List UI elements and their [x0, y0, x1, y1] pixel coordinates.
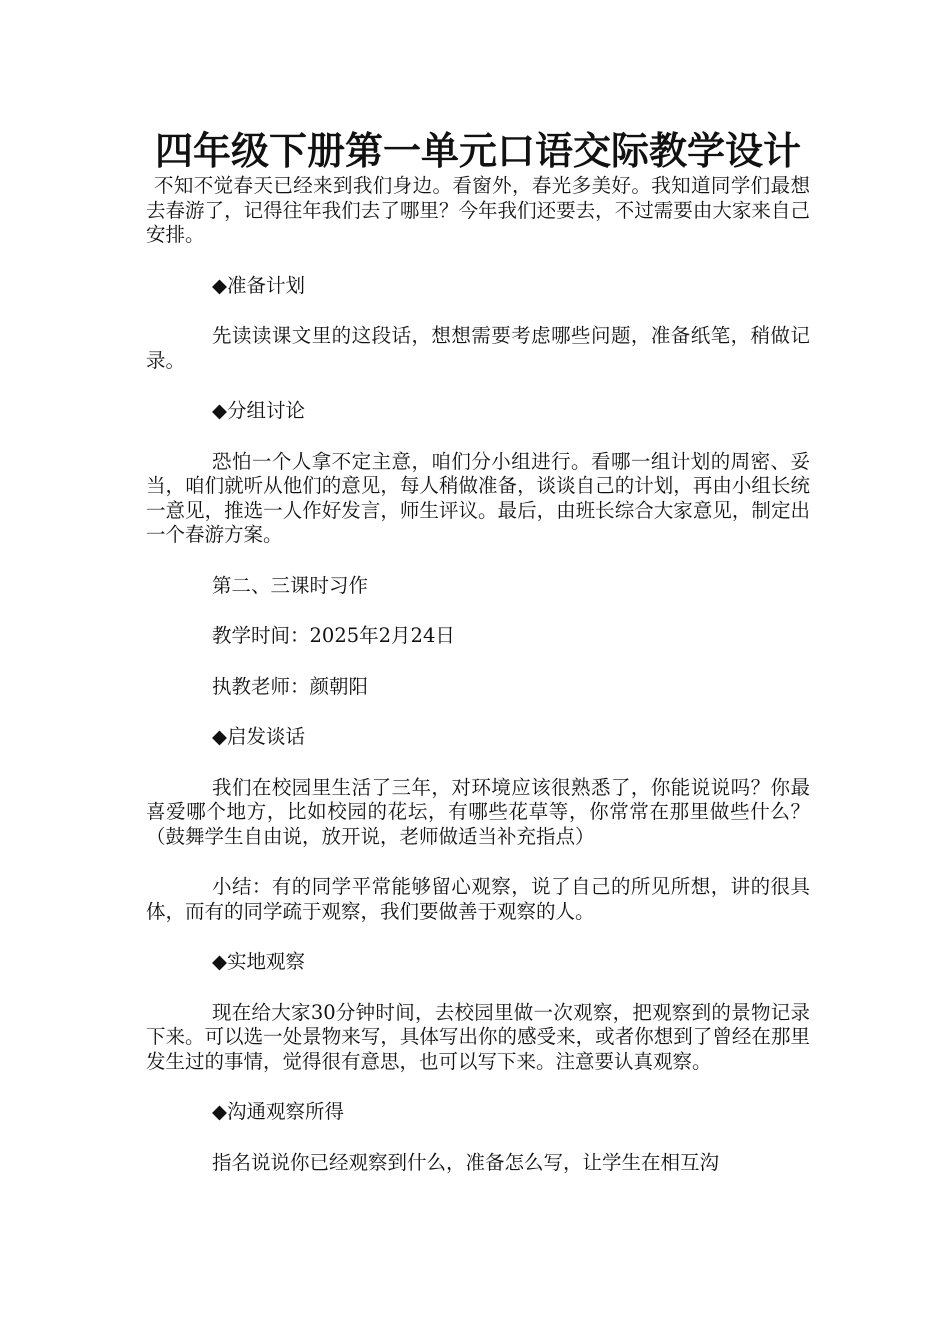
- teaching-date: 教学时间：2025年2月24日: [212, 624, 455, 647]
- spacer: [146, 598, 810, 624]
- section-heading-field-observation: ◆实地观察: [212, 950, 305, 973]
- section-heading-prepare-plan: ◆准备计划: [212, 273, 305, 297]
- spacer: [146, 649, 810, 675]
- spacer: [146, 298, 810, 324]
- document-page: [146, 128, 810, 1175]
- intro-paragraph: 不知不觉春天已经来到我们身边。看窗外，春光多美好。我知道同学们最想去春游了，记得往年我们去了哪里？今年我们还要去，不过需要由大家来自己安排。: [146, 174, 810, 246]
- lesson-subtitle: 第二、三课时习作: [212, 573, 369, 597]
- spacer: [146, 849, 810, 875]
- spacer: [146, 750, 810, 776]
- document-title: 四年级下册第一单元口语交际教学设计: [154, 129, 801, 173]
- section-heading-group-discussion: ◆分组讨论: [212, 399, 305, 422]
- section-heading-share-observations: ◆沟通观察所得: [212, 1100, 344, 1123]
- body-paragraph: 恐怕一个人拿不定主意，咱们分小组进行。看哪一组计划的周密、妥当，咱们就听从他们的意见，每人稍做准备，谈谈自己的计划，再由小组长统一意见，推选一人作好发言，师生评议。最后，由班长综合大家意见，制定出一个春游方案。: [146, 449, 810, 546]
- spacer: [146, 699, 810, 725]
- body-paragraph: 我们在校园里生活了三年，对环境应该很熟悉了，你能说说吗？你最喜爱哪个地方，比如校园的花坛，有哪些花草等，你常常在那里做些什么？（鼓舞学生自由说，放开说，老师做适当补充指点）: [146, 775, 810, 848]
- spacer: [146, 548, 810, 574]
- summary-paragraph: 小结：有的同学平常能够留心观察，说了自己的所见所想，讲的很具体，而有的同学疏于观察，我们要做善于观察的人。: [146, 875, 810, 923]
- section-heading-inspiring-talk: ◆启发谈话: [212, 725, 305, 748]
- spacer: [146, 248, 810, 274]
- body-paragraph: 先读读课文里的这段话，想想需要考虑哪些问题，准备纸笔，稍做记录。: [146, 324, 810, 372]
- spacer: [146, 1125, 810, 1151]
- spacer: [146, 924, 810, 950]
- body-paragraph: 现在给大家30分钟时间，去校园里做一次观察，把观察到的景物记录下来。可以选一处景物来写，具体写出你的感受来，或者你想到了曾经在那里发生过的事情，觉得很有意思，也可以写下来。注意要认真观察。: [146, 1000, 810, 1073]
- spacer: [146, 975, 810, 1001]
- body-paragraph: 指名说说你已经观察到什么，准备怎么写，让学生在相互沟: [212, 1150, 720, 1174]
- spacer: [146, 373, 810, 399]
- teacher-name: 执教老师：颜朝阳: [212, 674, 369, 698]
- spacer: [146, 424, 810, 450]
- spacer: [146, 1074, 810, 1100]
